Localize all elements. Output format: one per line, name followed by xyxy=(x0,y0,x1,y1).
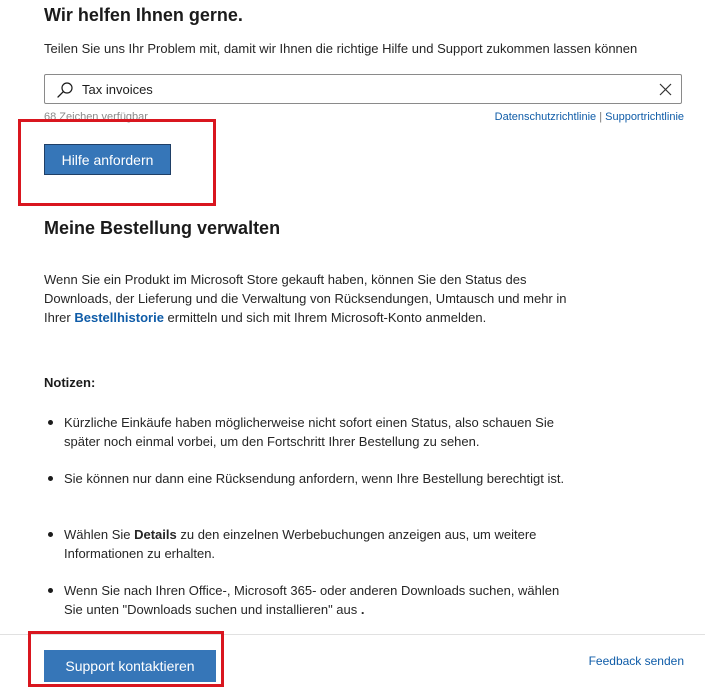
search-icon xyxy=(56,81,74,99)
manage-order-description xyxy=(44,270,574,327)
search-input[interactable] xyxy=(82,79,642,99)
note-bold-text: Details xyxy=(134,527,177,542)
character-counter: 68 Zeichen verfügbar xyxy=(44,111,148,123)
contact-support-button[interactable]: Support kontaktieren xyxy=(44,650,216,682)
note-text: Wenn Sie nach Ihren Office-, Microsoft 365- oder anderen Downloads suchen, wählen Sie unten "Downloads suchen und installieren" aus xyxy=(64,583,560,617)
close-icon[interactable] xyxy=(659,83,672,96)
highlight-box-request-help xyxy=(18,119,216,206)
notes-title: Notizen: xyxy=(44,375,96,390)
note-text: zu den einzelnen Werbebuchungen anzeigen aus, um weitere Informationen zu erhalten. xyxy=(64,527,537,561)
note-bold-text: . xyxy=(360,602,365,617)
manage-order-title: Meine Bestellung verwalten xyxy=(44,218,281,238)
help-heading: Wir helfen Ihnen gerne. xyxy=(44,5,243,25)
description-text-start: Wenn Sie ein Produkt im Microsoft Store gekauft haben, können Sie den Status des Downloads, der Lieferung und die Verwaltung von Rücksendungen, Umtausch und mehr in Ihrer xyxy=(44,272,567,325)
request-help-button[interactable]: Hilfe anfordern xyxy=(44,144,171,175)
privacy-policy-link[interactable]: Datenschutzrichtlinie xyxy=(494,111,597,123)
link-separator: | xyxy=(599,111,603,123)
order-history-link[interactable]: Bestellhistorie xyxy=(74,310,164,325)
highlight-box-contact-support xyxy=(28,631,224,687)
note-text: Wählen Sie xyxy=(64,527,135,542)
note-item xyxy=(64,581,574,619)
help-subtitle: Teilen Sie uns Ihr Problem mit, damit wir Ihnen die richtige Hilfe und Support zukommen lassen können xyxy=(44,41,638,56)
send-feedback-link[interactable]: Feedback senden xyxy=(588,654,684,668)
search-box[interactable] xyxy=(44,74,682,104)
note-item: Kürzliche Einkäufe haben möglicherweise nicht sofort einen Status, also schauen Sie später noch einmal vorbei, um den Fortschritt Ihrer Bestellung zu sehen. xyxy=(64,413,574,451)
note-item: Sie können nur dann eine Rücksendung anfordern, wenn Ihre Bestellung berechtigt ist. xyxy=(64,469,574,488)
note-item xyxy=(64,525,574,563)
policy-links xyxy=(495,111,684,123)
support-policy-link[interactable]: Supportrichtlinie xyxy=(605,111,684,123)
description-text-end: ermitteln und sich mit Ihrem Microsoft-Konto anmelden. xyxy=(163,310,487,325)
